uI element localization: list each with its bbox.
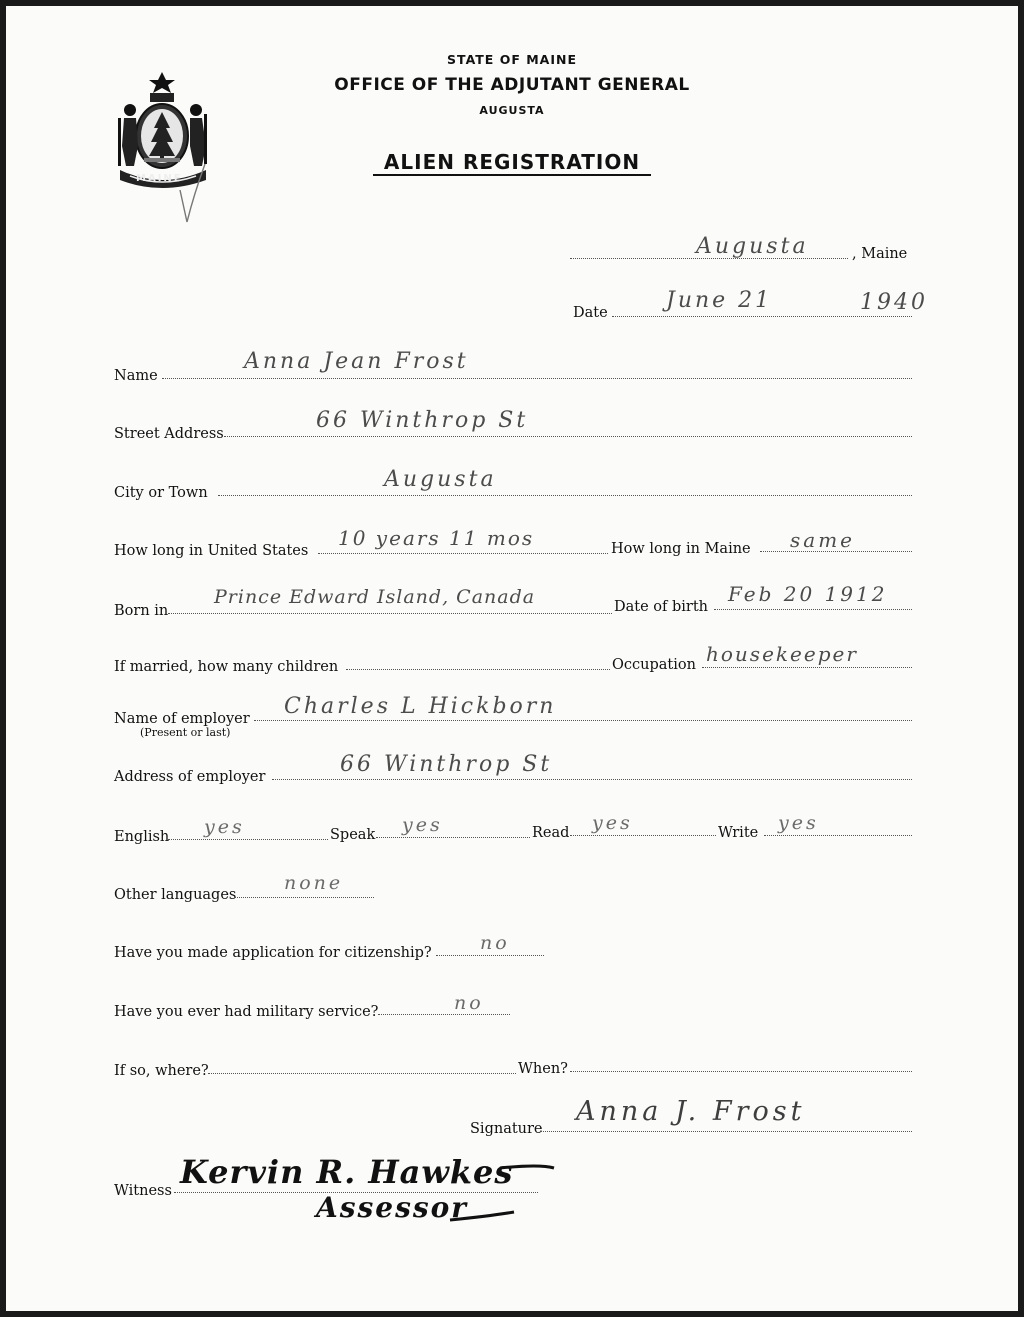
when-label: When?	[518, 1061, 568, 1077]
us-duration-label: How long in United States	[114, 543, 309, 559]
write-label: Write	[718, 825, 759, 841]
city-value[interactable]: Augusta	[384, 467, 497, 492]
read-dots	[570, 835, 716, 836]
military-value[interactable]: no	[454, 992, 484, 1014]
name-value[interactable]: Anna Jean Frost	[244, 349, 469, 374]
signature-value[interactable]: Anna J. Frost	[576, 1096, 806, 1127]
military-dots	[378, 1014, 510, 1015]
witness-label: Witness	[114, 1183, 172, 1199]
citizenship-label: Have you made application for citizenship?	[114, 945, 432, 961]
dob-dots	[714, 609, 912, 610]
where-dots	[208, 1073, 516, 1074]
write-dots	[764, 835, 912, 836]
place-value[interactable]: Augusta	[696, 234, 809, 259]
header-state: STATE OF MAINE	[447, 52, 577, 67]
born-label: Born in	[114, 603, 169, 619]
speak-label: Speak	[330, 827, 376, 843]
witness-title[interactable]: Assessor	[316, 1191, 469, 1224]
english-value[interactable]: yes	[204, 816, 245, 838]
other-languages-dots	[234, 897, 374, 898]
speak-value[interactable]: yes	[402, 814, 443, 836]
us-duration-dots	[318, 553, 608, 554]
english-dots	[168, 839, 328, 840]
employer-note: (Present or last)	[140, 726, 231, 739]
signature-label: Signature	[470, 1121, 543, 1137]
maine-duration-value[interactable]: same	[790, 528, 855, 552]
employer-address-label: Address of employer	[114, 769, 266, 785]
dob-value[interactable]: Feb 20 1912	[728, 582, 888, 606]
employer-address-value[interactable]: 66 Winthrop St	[340, 752, 553, 777]
children-dots	[346, 669, 610, 670]
other-languages-label: Other languages	[114, 887, 237, 903]
date-label: Date	[573, 305, 608, 321]
other-languages-value[interactable]: none	[284, 872, 344, 894]
maine-duration-label: How long in Maine	[611, 541, 751, 557]
english-label: English	[114, 829, 170, 845]
street-value[interactable]: 66 Winthrop St	[316, 408, 529, 433]
where-label: If so, where?	[114, 1063, 209, 1079]
date-year[interactable]: 1940	[860, 290, 928, 315]
employer-value[interactable]: Charles L Hickborn	[284, 694, 557, 719]
place-suffix: , Maine	[852, 246, 908, 262]
date-dots	[612, 316, 912, 317]
street-dots	[224, 436, 912, 437]
occupation-value[interactable]: housekeeper	[706, 642, 858, 666]
us-duration-value[interactable]: 10 years 11 mos	[338, 526, 535, 550]
city-label: City or Town	[114, 485, 208, 501]
dob-label: Date of birth	[614, 599, 709, 615]
children-label: If married, how many children	[114, 659, 339, 675]
form-title: ALIEN REGISTRATION	[383, 150, 641, 174]
signature-dots	[540, 1131, 912, 1132]
header-city: AUGUSTA	[479, 104, 545, 117]
employer-dots	[254, 720, 912, 721]
employer-address-dots	[272, 779, 912, 780]
header-office: OFFICE OF THE ADJUTANT GENERAL	[334, 75, 690, 95]
read-value[interactable]: yes	[592, 812, 633, 834]
employer-label: Name of employer	[114, 711, 250, 727]
read-label: Read	[532, 825, 570, 841]
occupation-dots	[702, 667, 912, 668]
city-dots	[218, 495, 912, 496]
write-value[interactable]: yes	[778, 812, 819, 834]
military-label: Have you ever had military service?	[114, 1004, 379, 1020]
name-dots	[162, 378, 912, 379]
name-label: Name	[114, 368, 158, 384]
born-dots	[168, 613, 612, 614]
title-underline	[373, 174, 651, 176]
speak-dots	[376, 837, 530, 838]
born-value[interactable]: Prince Edward Island, Canada	[214, 586, 536, 608]
citizenship-value[interactable]: no	[480, 932, 510, 954]
when-dots	[570, 1071, 912, 1072]
date-month-day[interactable]: June 21	[666, 288, 773, 313]
witness-flourish-icon	[300, 1160, 560, 1230]
seal-text: MAINE	[136, 173, 183, 184]
citizenship-dots	[436, 955, 544, 956]
street-label: Street Address	[114, 426, 224, 442]
occupation-label: Occupation	[612, 657, 696, 673]
witness-name[interactable]: Kervin R. Hawkes	[180, 1153, 514, 1191]
